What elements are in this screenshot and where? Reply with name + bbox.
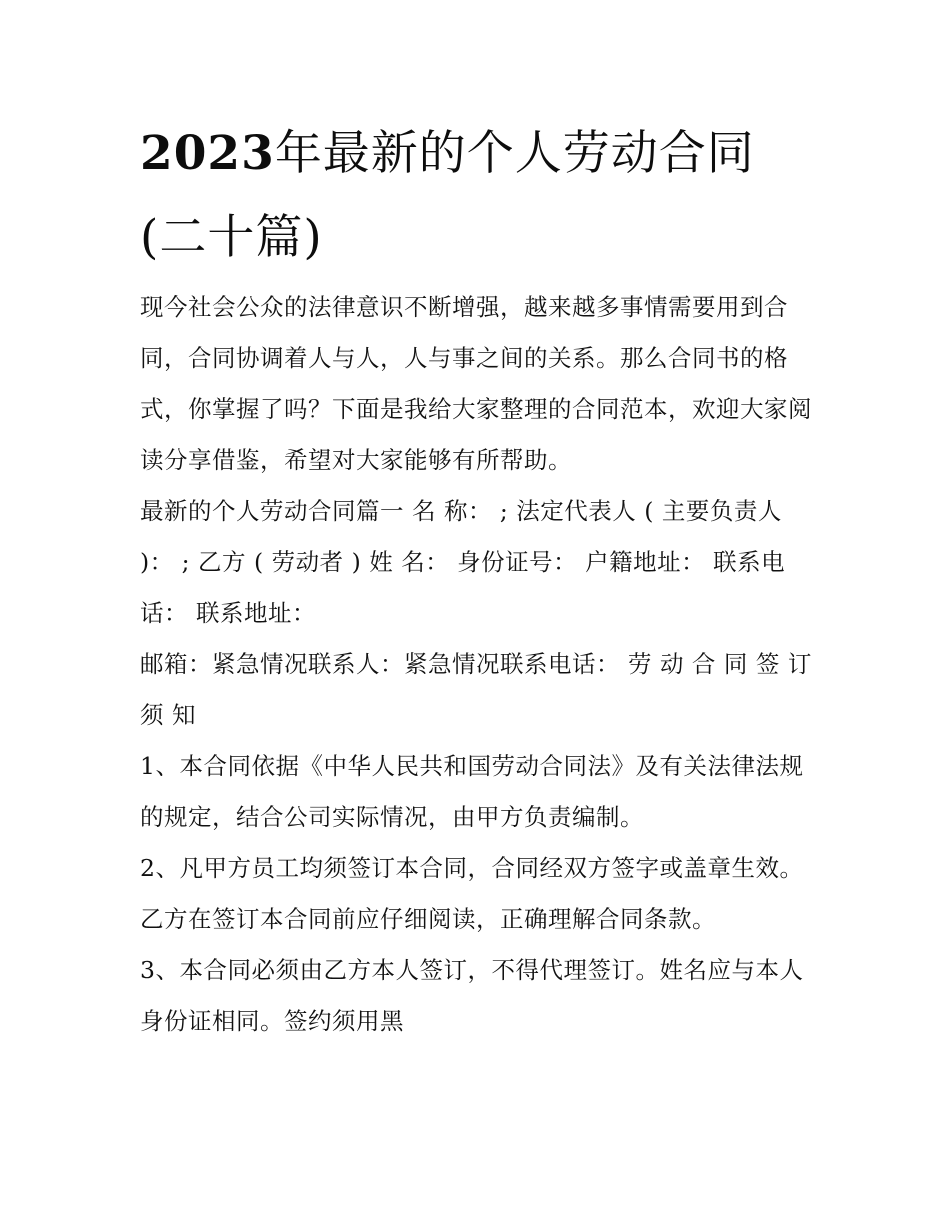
document-title <box>140 112 820 280</box>
title-year: 2023 <box>140 126 275 181</box>
title-subtitle: (二十篇) <box>140 210 323 265</box>
contact-info-paragraph: 邮箱：紧急情况联系人：紧急情况联系电话： 劳 动 合 同 签 订 须 知 <box>140 650 812 729</box>
clause-1: 1、本合同依据《中华人民共和国劳动合同法》及有关法律法规的规定，结合公司实际情况，由甲方负责编制。 <box>140 752 804 831</box>
clause-3: 3、本合同必须由乙方本人签订，不得代理签订。姓名应与本人身份证相同。签约须用黑 <box>140 956 804 1035</box>
title-text: 年最新的个人劳动合同 <box>274 126 755 181</box>
document-body <box>140 282 815 1047</box>
intro-paragraph: 现今社会公众的法律意识不断增强，越来越多事情需要用到合同，合同协调着人与人，人与事之间的关系。那么合同书的格式，你掌握了吗？下面是我给大家整理的合同范本，欢迎大家阅读分享借鉴，希望对大家能够有所帮助。 <box>140 293 812 474</box>
party-info-paragraph: 最新的个人劳动合同篇一 名 称： ; 法定代表人 ( 主要负责人 )： ; 乙方 ( 劳动者 ) 姓 名： 身份证号： 户籍地址： 联系电话： 联系地址： <box>140 497 786 627</box>
clause-2: 2、凡甲方员工均须签订本合同，合同经双方签字或盖章生效。乙方在签订本合同前应仔细阅读，正确理解合同条款。 <box>140 854 804 933</box>
